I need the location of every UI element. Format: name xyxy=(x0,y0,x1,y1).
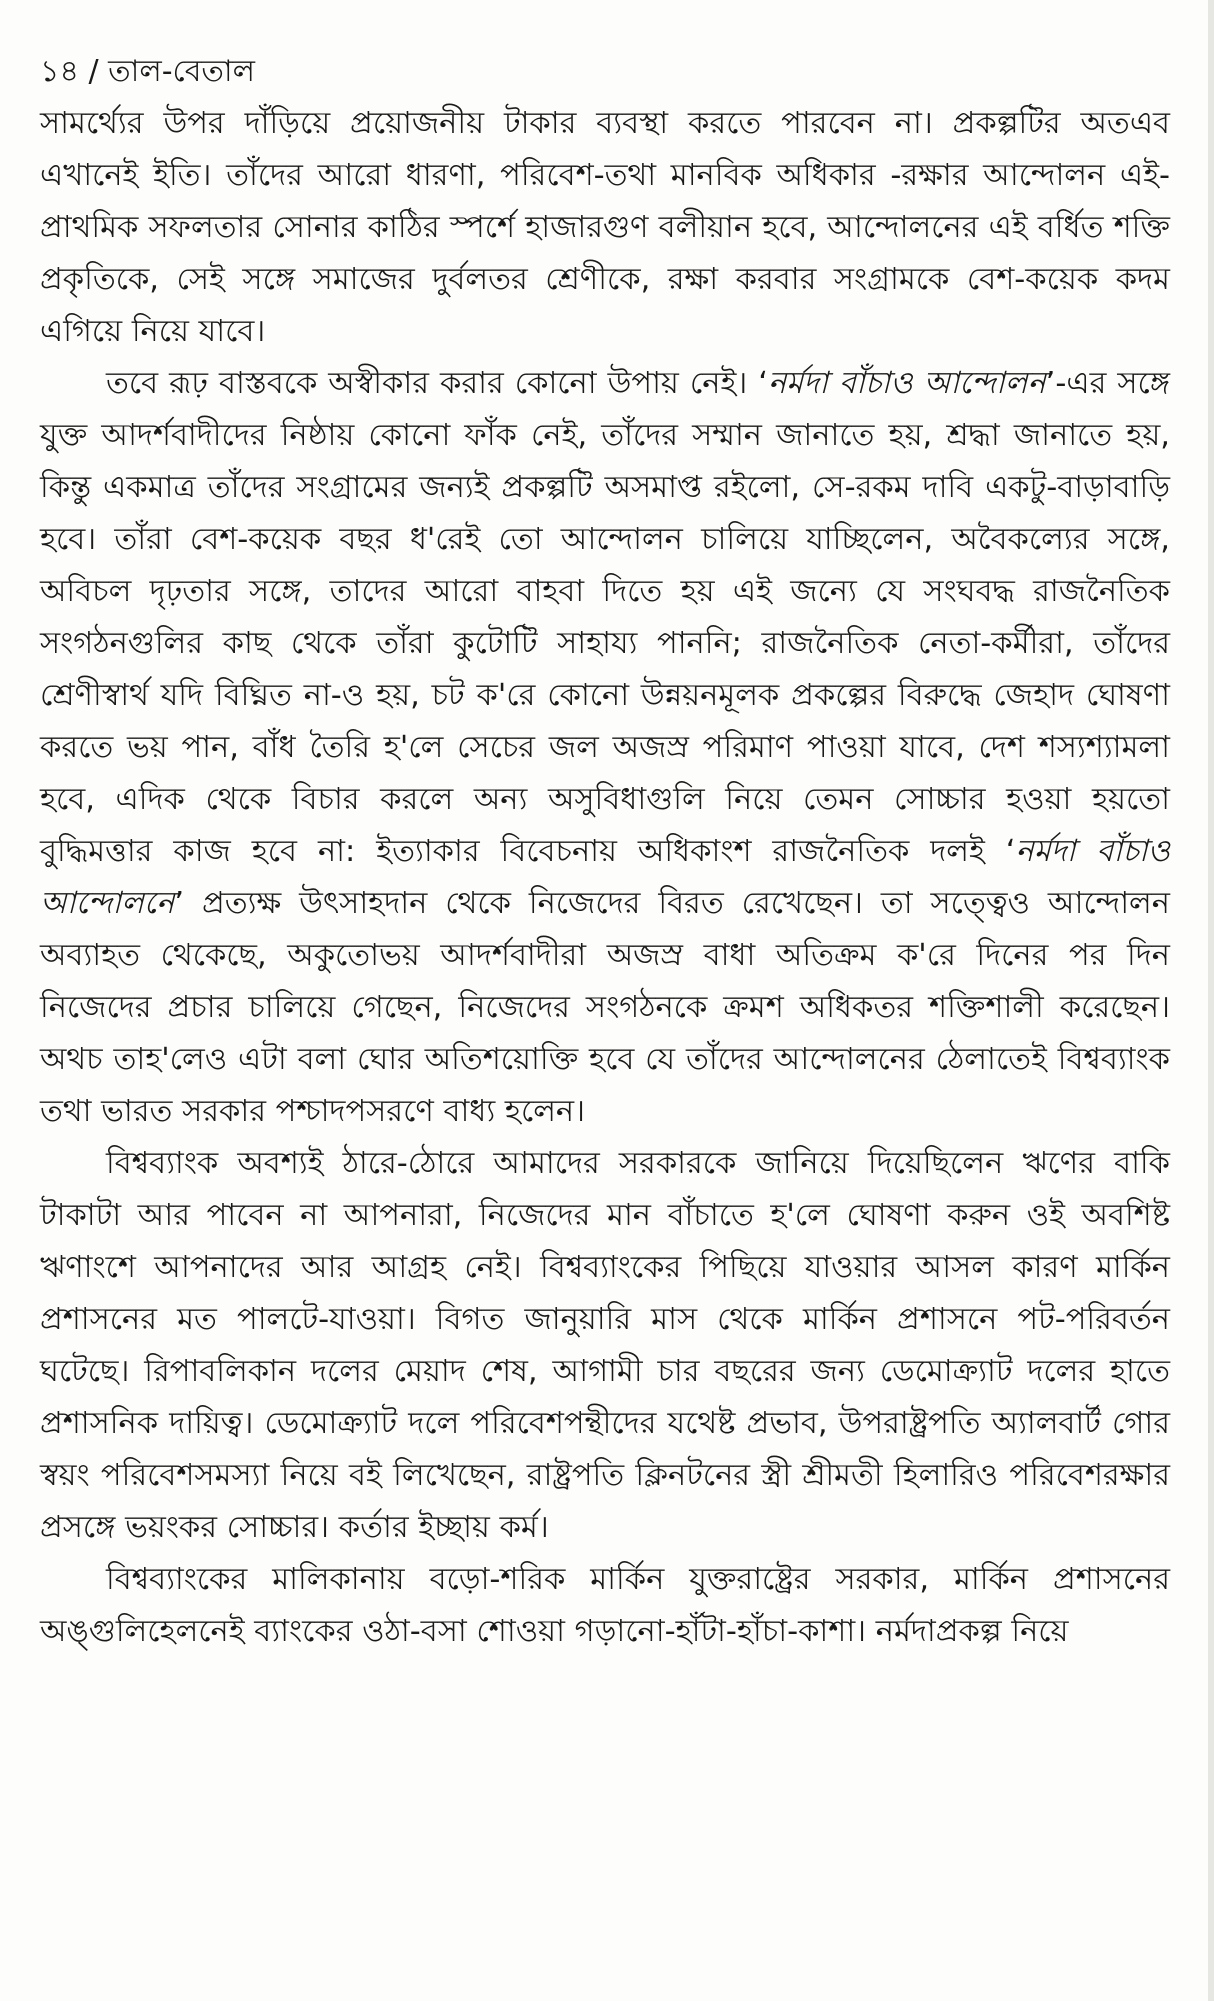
paragraph-2 xyxy=(40,358,1170,1138)
movement-name-italic: নর্মদা বাঁচাও আন্দোলন xyxy=(767,366,1046,401)
paragraph-1: সামর্থ্যের উপর দাঁড়িয়ে প্রয়োজনীয় টাকার ব্যবস্থা করতে পারবেন না। প্রকল্পটির অতএব এখানেই ইতি। তাঁদের আরো ধারণা, পরিবেশ-তথা মানবিক অধিকার -রক্ষার আন্দোলন এই-প্রাথমিক সফলতার সোনার কাঠির স্পর্শে হাজারগুণ বলীয়ান হবে, আন্দোলনের এই বর্ধিত শক্তি প্রকৃতিকে, সেই সঙ্গে সমাজের দুর্বলতর শ্রেণীকে, রক্ষা করবার সংগ্রামকে বেশ-কয়েক কদম এগিয়ে নিয়ে যাবে। xyxy=(40,106,1170,349)
paragraph-2-part-b: ’-এর সঙ্গে যুক্ত আদর্শবাদীদের নিষ্ঠায় কোনো ফাঁক নেই, তাঁদের সম্মান জানাতে হয়, শ্রদ্ধা জানাতে হয়, কিন্তু একমাত্র তাঁদের সংগ্রামের জন্যই প্রকল্পটি অসমাপ্ত রইলো, সে-রকম দাবি একটু-বাড়াবাড়ি হবে। তাঁরা বেশ-কয়েক বছর ধ'রেই তো আন্দোলন চালিয়ে যাচ্ছিলেন, অবৈকল্যের সঙ্গে, অবিচল দৃঢ়তার সঙ্গে, তাদের আরো বাহবা দিতে হয় এই জন্যে যে সংঘবদ্ধ রাজনৈতিক সংগঠনগুলির কাছ থেকে তাঁরা কুটোটি সাহায্য পাননি; রাজনৈতিক নেতা-কর্মীরা, তাঁদের শ্রেণীস্বার্থ যদি বিঘ্নিত না-ও হয়, চট ক'রে কোনো উন্নয়নমূলক প্রকল্পের বিরুদ্ধে জেহাদ ঘোষণা করতে ভয় পান, বাঁধ তৈরি হ'লে সেচের জল অজস্র পরিমাণ পাওয়া যাবে, দেশ শস্যশ্যামলা হবে, এদিক থেকে বিচার করলে অন্য অসুবিধাগুলি নিয়ে তেমন সোচ্চার হওয়া হয়তো বুদ্ধিমত্তার কাজ হবে না: ইত্যাকার বিবেচনায় অধিকাংশ রাজনৈতিক দলই ‘ xyxy=(40,366,1170,869)
paragraph-3: বিশ্বব্যাংক অবশ্যই ঠারে-ঠোরে আমাদের সরকারকে জানিয়ে দিয়েছিলেন ঋণের বাকি টাকাটা আর পাবেন না আপনারা, নিজেদের মান বাঁচাতে হ'লে ঘোষণা করুন ওই অবশিষ্ট ঋণাংশে আপনাদের আর আগ্রহ নেই। বিশ্বব্যাংকের পিছিয়ে যাওয়ার আসল কারণ মার্কিন প্রশাসনের মত পালটে-যাওয়া। বিগত জানুয়ারি মাস থেকে মার্কিন প্রশাসনে পট-পরিবর্তন ঘটেছে। রিপাবলিকান দলের মেয়াদ শেষ, আগামী চার বছরের জন্য ডেমোক্র্যাট দলের হাতে প্রশাসনিক দায়িত্ব। ডেমোক্র্যাট দলে পরিবেশপন্থীদের যথেষ্ট প্রভাব, উপরাষ্ট্রপতি অ্যালবার্ট গোর স্বয়ং পরিবেশসমস্যা নিয়ে বই লিখেছেন, রাষ্ট্রপতি ক্লিনটনের স্ত্রী শ্রীমতী হিলারিও পরিবেশরক্ষার প্রসঙ্গে ভয়ংকর সোচ্চার। কর্তার ইচ্ছায় কর্ম। xyxy=(40,1146,1170,1545)
paragraph-2-part-a: তবে রূঢ় বাস্তবকে অস্বীকার করার কোনো উপায় নেই। ‘ xyxy=(106,366,768,401)
paragraph-2-part-c: ’ প্রত্যক্ষ উৎসাহদান থেকে নিজেদের বিরত রেখেছেন। তা সত্ত্বেও আন্দোলন অব্যাহত থেকেছে, অকুতোভয় আদর্শবাদীরা অজস্র বাধা অতিক্রম ক'রে দিনের পর দিন নিজেদের প্রচার চালিয়ে গেছেন, নিজেদের সংগঠনকে ক্রমশ অধিকতর শক্তিশালী করেছেন। অথচ তাহ'লেও এটা বলা ঘোর অতিশয়োক্তি হবে যে তাঁদের আন্দোলনের ঠেলাতেই বিশ্বব্যাংক তথা ভারত সরকার পশ্চাদপসরণে বাধ্য হলেন। xyxy=(40,886,1170,1129)
paragraph-4: বিশ্বব্যাংকের মালিকানায় বড়ো-শরিক মার্কিন যুক্তরাষ্ট্রের সরকার, মার্কিন প্রশাসনের অঙ্গুলিহেলনেই ব্যাংকের ওঠা-বসা শোওয়া গড়ানো-হাঁটা-হাঁচা-কাশা। নর্মদাপ্রকল্প নিয়ে xyxy=(40,1562,1170,1649)
header-separator: / xyxy=(88,54,99,89)
body-text xyxy=(40,98,1170,1658)
book-title: তাল-বেতাল xyxy=(108,54,255,89)
page-number: ১৪ xyxy=(40,54,79,89)
running-header xyxy=(40,52,255,92)
page-edge xyxy=(1208,0,1214,2001)
movement-name-italic-2: নর্মদা বাঁচাও আন্দোলনে xyxy=(40,834,1170,921)
